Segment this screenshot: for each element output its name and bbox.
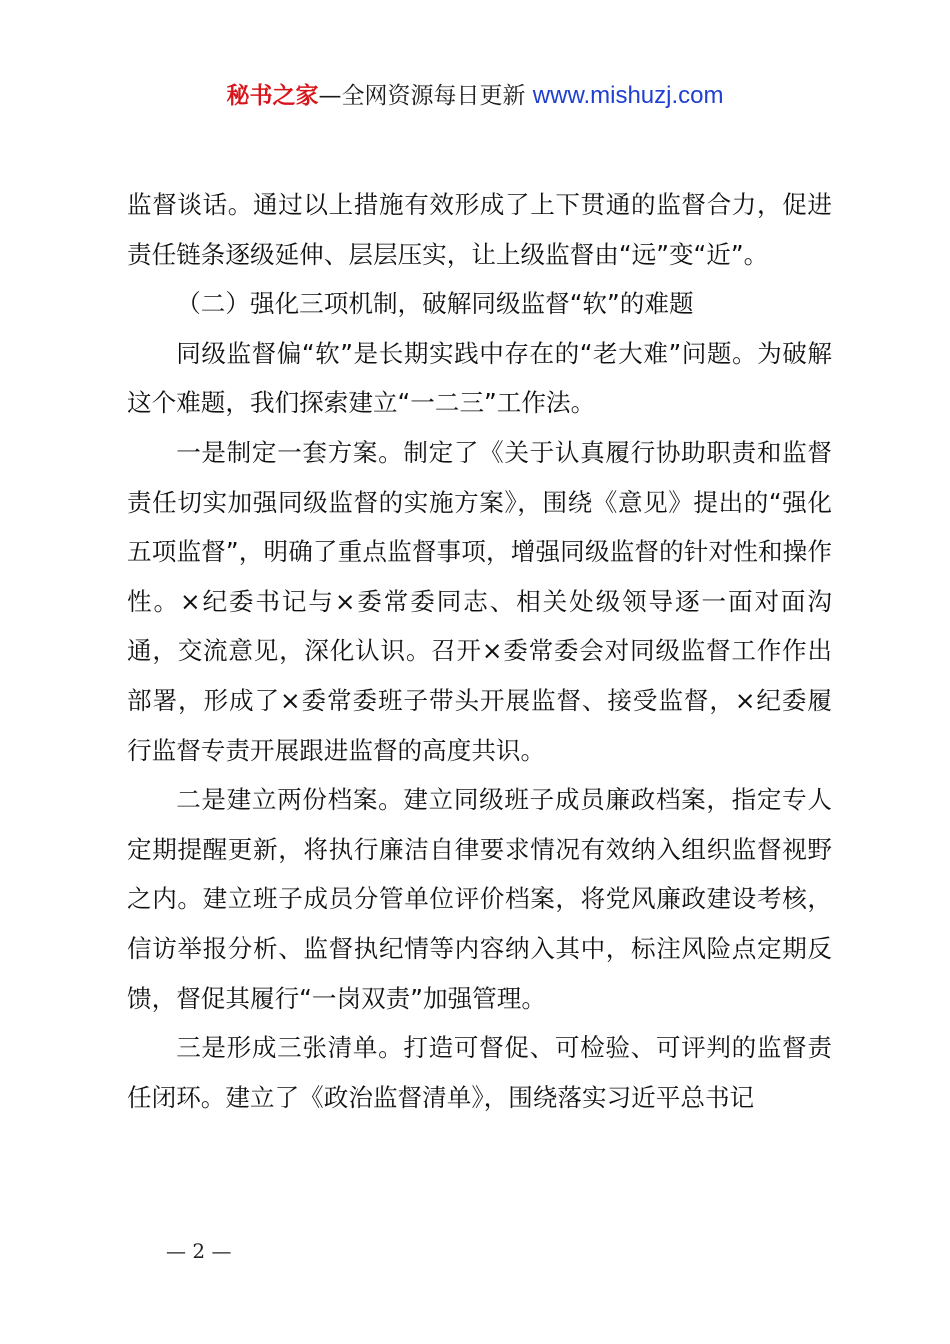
paragraph: 一是制定一套方案。制定了《关于认真履行协助职责和监督责任切实加强同级监督的实施方案》，围绕《意见》提出的“强化五项监督”，明确了重点监督事项，增强同级监督的针对性和操作性。×纪委书记与×委常委同志、相关处级领导逐一面对面沟通，交流意见，深化认识。召开×委常委会对同级监督工作作出部署，形成了×委常委班子带头开展监督、接受监督，×纪委履行监督专责开展跟进监督的高度共识。 [127, 437, 832, 765]
paragraph-continuation: 监督谈话。通过以上措施有效形成了上下贯通的监督合力，促进责任链条逐级延伸、层层压实，让上级监督由“远”变“近”。 [127, 190, 832, 269]
paragraph: 同级监督偏“软”是长期实践中存在的“老大难”问题。为破解这个难题，我们探索建立“一二三”工作法。 [127, 338, 832, 418]
paragraph: 三是形成三张清单。打造可督促、可检验、可评判的监督责任闭环。建立了《政治监督清单》，围绕落实习近平总书记 [127, 1033, 832, 1112]
document-body [127, 180, 832, 1122]
site-tagline: —全网资源每日更新 [318, 83, 533, 109]
site-header [0, 80, 950, 112]
site-brand: 秘书之家 [226, 83, 319, 109]
section-heading: （二）强化三项机制，破解同级监督“软”的难题 [176, 289, 694, 319]
page-number: — 2 — [166, 1239, 232, 1263]
site-url-link[interactable]: www.mishuzj.com [532, 82, 724, 109]
paragraph: 二是建立两份档案。建立同级班子成员廉政档案，指定专人定期提醒更新，将执行廉洁自律要求情况有效纳入组织监督视野之内。建立班子成员分管单位评价档案，将党风廉政建设考核，信访举报分析、监督执纪情等内容纳入其中，标注风险点定期反馈，督促其履行“一岗双责”加强管理。 [127, 785, 832, 1013]
